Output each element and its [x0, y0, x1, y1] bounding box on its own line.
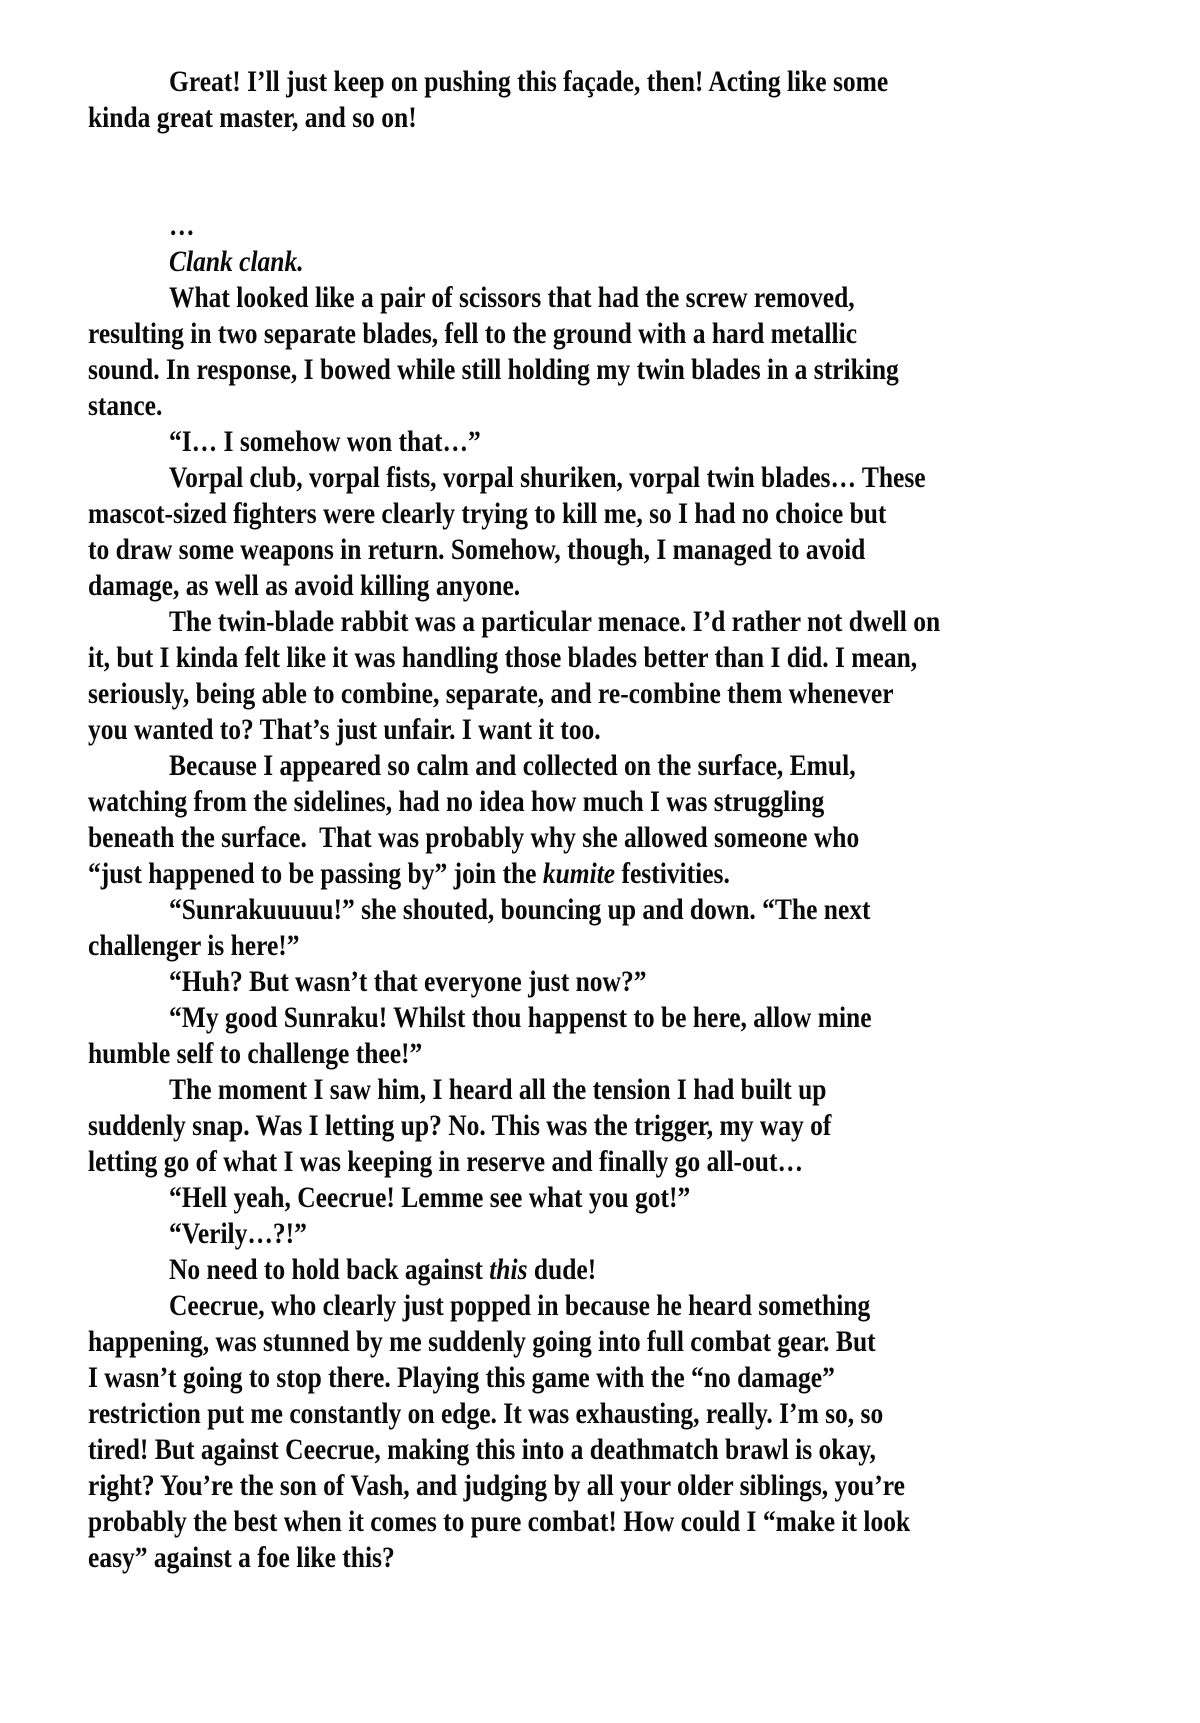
text-line [88, 316, 1033, 352]
text-segment: humble self to challenge thee!” [88, 1037, 423, 1070]
text-segment: stance. [88, 389, 163, 422]
text-line [88, 640, 1033, 676]
blank-line [88, 172, 1033, 208]
text-segment: damage, as well as avoid killing anyone. [88, 569, 521, 602]
text-segment: challenger is here!” [88, 929, 300, 962]
text-segment: Because I appeared so calm and collected on the surface, Emul, [169, 749, 856, 782]
text-segment: festivities. [615, 857, 730, 890]
text-line [88, 1360, 1033, 1396]
text-line [88, 676, 1033, 712]
text-segment: restriction put me constantly on edge. It was exhausting, really. I’m so, so [88, 1397, 884, 1430]
text-segment: “Verily…?!” [169, 1217, 307, 1250]
text-segment: … [169, 209, 195, 242]
text-line [88, 1324, 1033, 1360]
text-line [169, 1072, 1045, 1108]
text-segment: I wasn’t going to stop there. Playing this game with the “no damage” [88, 1361, 835, 1394]
text-segment: What looked like a pair of scissors that had the screw removed, [169, 281, 855, 314]
text-line [88, 1504, 1033, 1540]
text-line [88, 1396, 1033, 1432]
text-line [169, 964, 1045, 1000]
text-segment: watching from the sidelines, had no idea how much I was struggling [88, 785, 825, 818]
text-segment: No need to hold back against [169, 1253, 490, 1286]
text-line [169, 64, 1045, 100]
text-line [88, 820, 1033, 856]
text-line [169, 748, 1045, 784]
text-line [88, 568, 1033, 604]
text-segment: “Sunrakuuuuu!” she shouted, bouncing up and down. “The next [169, 893, 871, 926]
text-segment: seriously, being able to combine, separate, and re-combine them whenever [88, 677, 894, 710]
text-segment: letting go of what I was keeping in reserve and finally go all-out… [88, 1145, 803, 1178]
text-segment: right? You’re the son of Vash, and judging by all your older siblings, you’re [88, 1469, 905, 1502]
text-segment: you wanted to? That’s just unfair. I want it too. [88, 713, 601, 746]
text-line [169, 424, 1045, 460]
text-line [169, 1000, 1045, 1036]
text-segment: “My good Sunraku! Whilst thou happenst to be here, allow mine [169, 1001, 872, 1034]
text-line [88, 1468, 1033, 1504]
text-line [88, 1540, 1033, 1576]
text-segment: “I… I somehow won that…” [169, 425, 481, 458]
text-line [88, 928, 1033, 964]
text-line [169, 244, 1045, 280]
text-line [88, 784, 1033, 820]
text-line [88, 1144, 1033, 1180]
text-line [169, 1252, 1045, 1288]
text-line [88, 388, 1033, 424]
text-segment: resulting in two separate blades, fell to the ground with a hard metallic [88, 317, 858, 350]
text-segment: to draw some weapons in return. Somehow, though, I managed to avoid [88, 533, 866, 566]
page-text [88, 64, 1200, 1576]
text-segment: Vorpal club, vorpal fists, vorpal shuriken, vorpal twin blades… These [169, 461, 926, 494]
text-segment: “Hell yeah, Ceecrue! Lemme see what you got!” [169, 1181, 691, 1214]
text-line [169, 460, 1045, 496]
blank-line [88, 136, 1033, 172]
text-line [169, 1216, 1045, 1252]
text-line [169, 1288, 1045, 1324]
text-segment: sound. In response, I bowed while still holding my twin blades in a striking [88, 353, 899, 386]
text-line [88, 100, 1033, 136]
text-line [88, 352, 1033, 388]
text-line [88, 1036, 1033, 1072]
text-line [88, 1432, 1033, 1468]
text-segment: kinda great master, and so on! [88, 101, 417, 134]
italic-text: this [489, 1253, 528, 1286]
text-line [169, 1180, 1045, 1216]
text-segment: The moment I saw him, I heard all the tension I had built up [169, 1073, 827, 1106]
text-segment: dude! [527, 1253, 597, 1286]
text-segment: suddenly snap. Was I letting up? No. This was the trigger, my way of [88, 1109, 832, 1142]
text-segment: beneath the surface. That was probably why she allowed someone who [88, 821, 860, 854]
text-segment: Ceecrue, who clearly just popped in because he heard something [169, 1289, 871, 1322]
text-segment: The twin-blade rabbit was a particular menace. I’d rather not dwell on [169, 605, 941, 638]
text-line [169, 208, 1045, 244]
text-line [88, 856, 1033, 892]
text-segment: “Huh? But wasn’t that everyone just now?” [169, 965, 647, 998]
text-segment: easy” against a foe like this? [88, 1541, 395, 1574]
text-segment: happening, was stunned by me suddenly going into full combat gear. But [88, 1325, 876, 1358]
text-segment: “just happened to be passing by” join the [88, 857, 543, 890]
text-line [88, 712, 1033, 748]
text-line [169, 604, 1045, 640]
text-line [88, 496, 1033, 532]
text-line [169, 280, 1045, 316]
text-line [88, 532, 1033, 568]
italic-text: kumite [542, 857, 616, 890]
text-line [169, 892, 1045, 928]
italic-text: Clank clank. [169, 245, 304, 278]
text-segment: probably the best when it comes to pure combat! How could I “make it look [88, 1505, 911, 1538]
text-line [88, 1108, 1033, 1144]
text-segment: Great! I’ll just keep on pushing this façade, then! Acting like some [169, 65, 889, 98]
text-segment: mascot-sized fighters were clearly trying to kill me, so I had no choice but [88, 497, 887, 530]
text-segment: it, but I kinda felt like it was handling those blades better than I did. I mean, [88, 641, 918, 674]
text-segment: tired! But against Ceecrue, making this into a deathmatch brawl is okay, [88, 1433, 876, 1466]
